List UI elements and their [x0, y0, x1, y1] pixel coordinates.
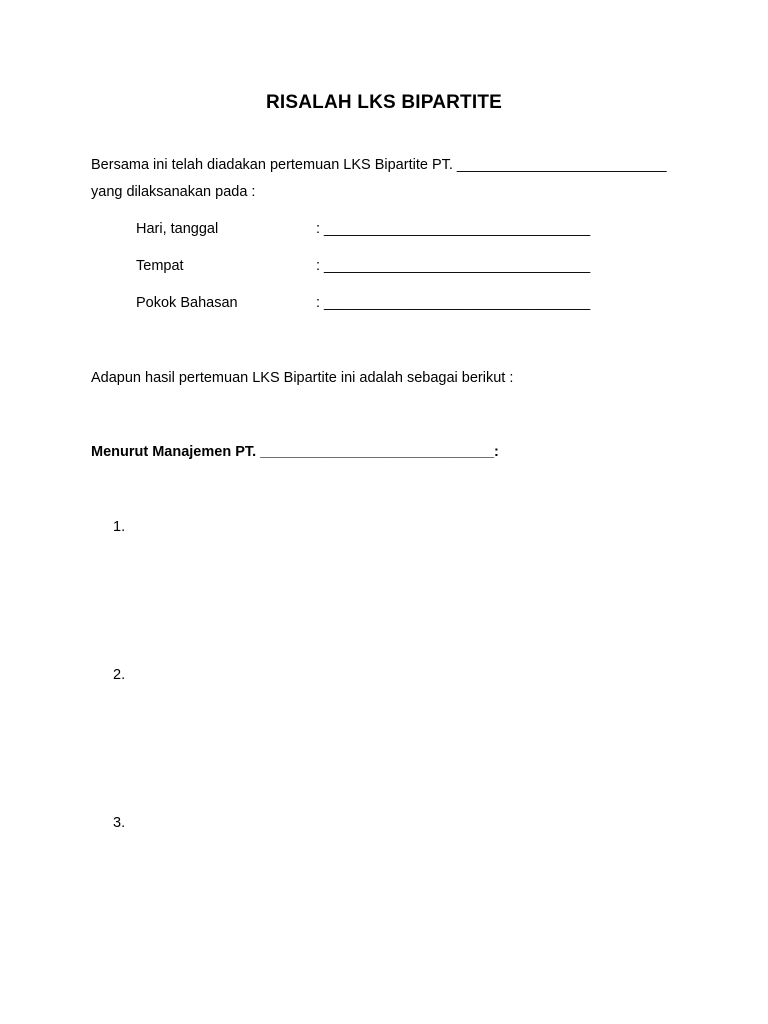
field-value-topic: : _________________________________ [316, 295, 591, 311]
field-value-date: : _________________________________ [316, 221, 591, 237]
field-label-topic: Pokok Bahasan [136, 295, 238, 311]
list-item-number-2: 2. [113, 667, 126, 683]
document-title: RISALAH LKS BIPARTITE [265, 92, 503, 113]
list-item-number-1: 1. [113, 519, 126, 535]
intro-line-2: yang dilaksanakan pada : [91, 184, 256, 200]
field-label-place: Tempat [136, 258, 184, 274]
field-value-place: : _________________________________ [316, 258, 591, 274]
intro-line-1: Bersama ini telah diadakan pertemuan LKS Bipartite PT. __________________________ [91, 157, 667, 173]
list-item-number-3: 3. [113, 815, 126, 831]
field-label-date: Hari, tanggal [136, 221, 219, 237]
result-intro: Adapun hasil pertemuan LKS Bipartite ini adalah sebagai berikut : [91, 370, 514, 386]
management-heading: Menurut Manajemen PT. _____________________________: [91, 444, 499, 460]
